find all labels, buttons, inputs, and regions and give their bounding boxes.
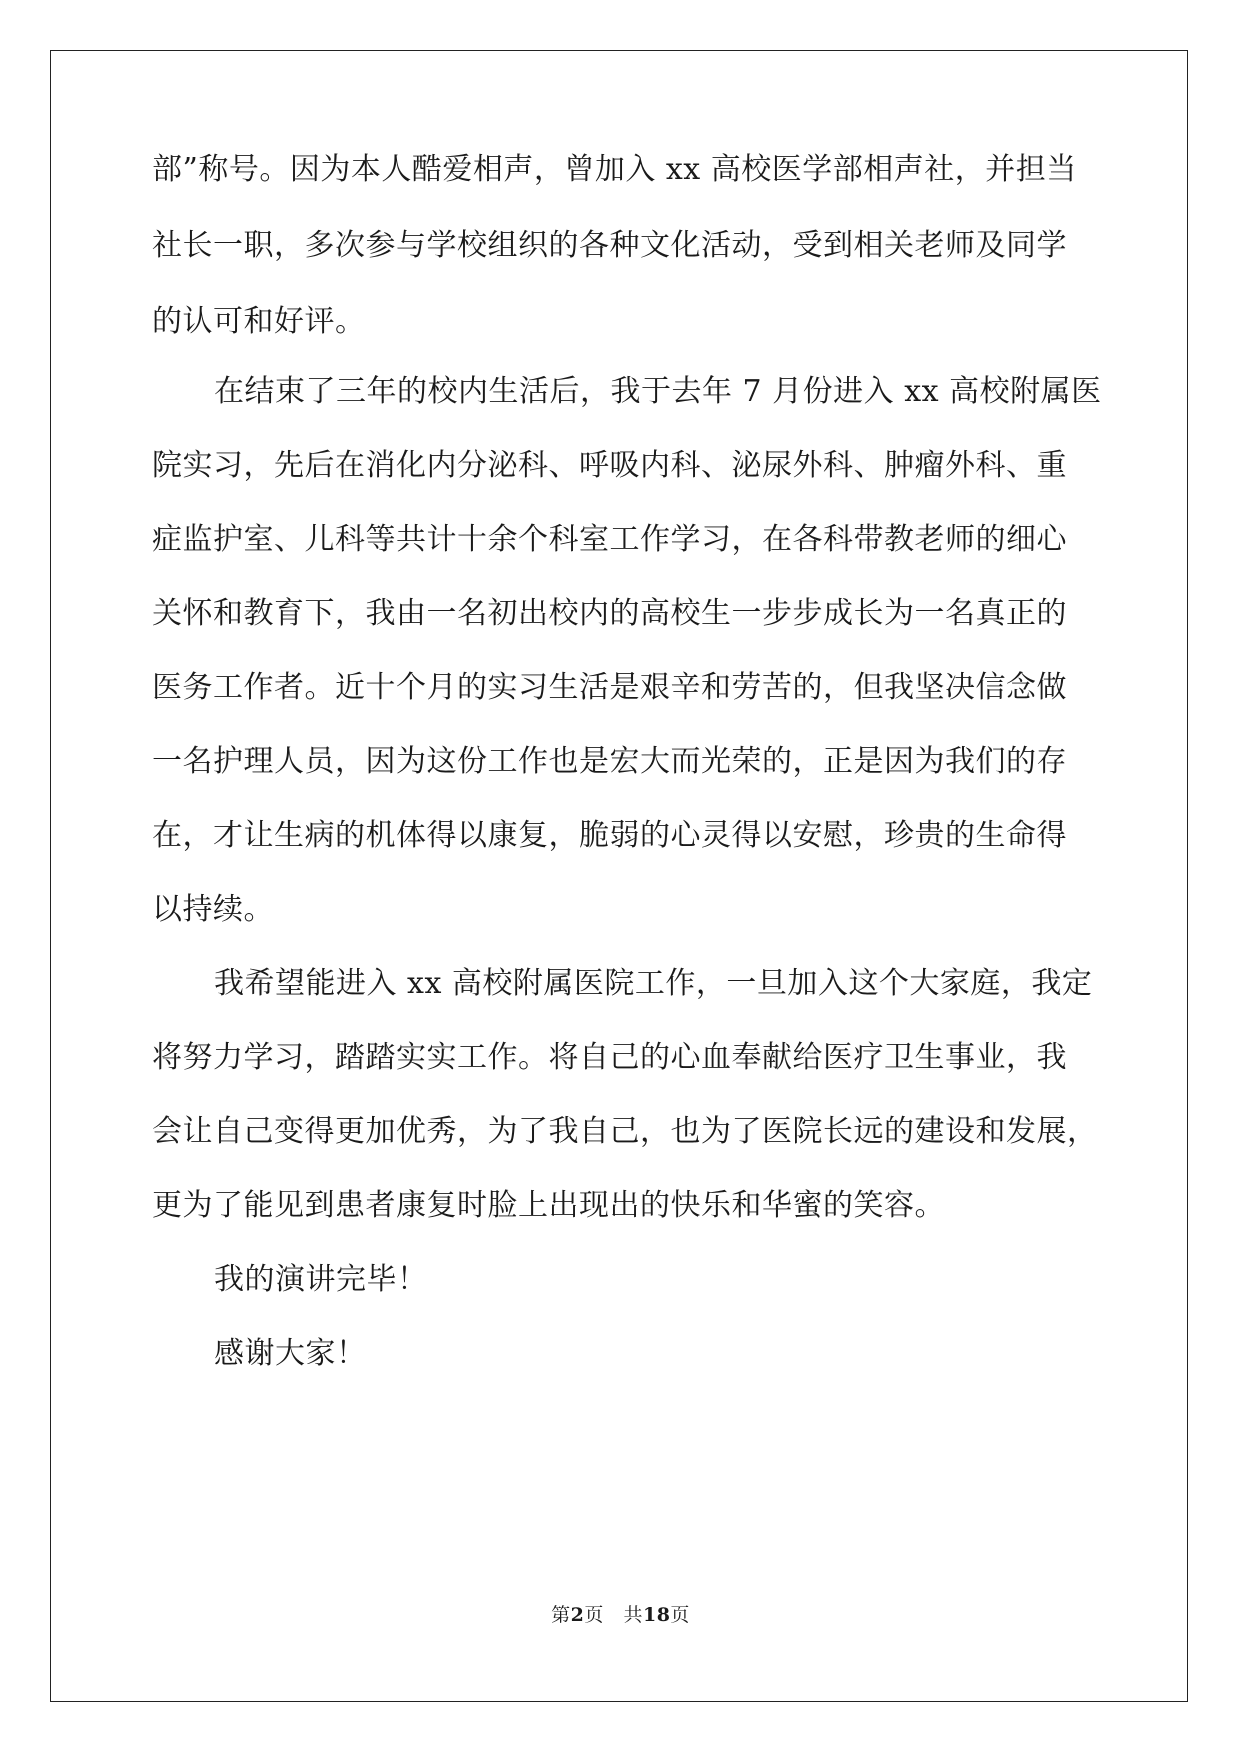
footer-prefix: 第 [551,1604,571,1626]
text-line: 会让自己变得更加优秀，为了我自己，也为了医院长远的建设和发展， [152,1114,1098,1149]
text-line: 感谢大家！ [214,1336,367,1371]
text-line: 院实习，先后在消化内分泌科、呼吸内科、泌尿外科、肿瘤外科、重 [152,448,1067,483]
text-line: 部”称号。因为本人酷爱相声，曾加入 xx 高校医学部相声社，并担当 [152,152,1077,187]
text-line: 关怀和教育下，我由一名初出校内的高校生一步步成长为一名真正的 [152,596,1067,631]
text-line: 社长一职，多次参与学校组织的各种文化活动，受到相关老师及同学 [152,228,1067,263]
text-line: 一名护理人员，因为这份工作也是宏大而光荣的，正是因为我们的存 [152,744,1067,779]
text-line: 症监护室、儿科等共计十余个科室工作学习，在各科带教老师的细心 [152,522,1067,557]
page-border [50,50,1188,1702]
text-line: 的认可和好评。 [152,304,366,339]
text-line: 更为了能见到患者康复时脸上出现出的快乐和华蜜的笑容。 [152,1188,945,1223]
text-line: 在，才让生病的机体得以康复，脆弱的心灵得以安慰，珍贵的生命得 [152,818,1067,853]
text-line: 医务工作者。近十个月的实习生活是艰辛和劳苦的，但我坚决信念做 [152,670,1067,705]
footer-page-suffix: 页 [584,1604,604,1626]
page-footer [0,1603,1241,1627]
text-line: 在结束了三年的校内生活后，我于去年 7 月份进入 xx 高校附属医 [214,374,1102,409]
text-line: 我希望能进入 xx 高校附属医院工作，一旦加入这个大家庭，我定 [214,966,1093,1001]
text-line: 将努力学习，踏踏实实工作。将自己的心血奉献给医疗卫生事业，我 [152,1040,1067,1075]
total-pages: 18 [642,1604,671,1626]
text-line: 以持续。 [152,892,274,927]
text-line: 我的演讲完毕！ [214,1262,428,1297]
footer-total-prefix: 共 [623,1604,643,1626]
footer-total-suffix: 页 [670,1604,690,1626]
page-number: 2 [570,1604,585,1626]
